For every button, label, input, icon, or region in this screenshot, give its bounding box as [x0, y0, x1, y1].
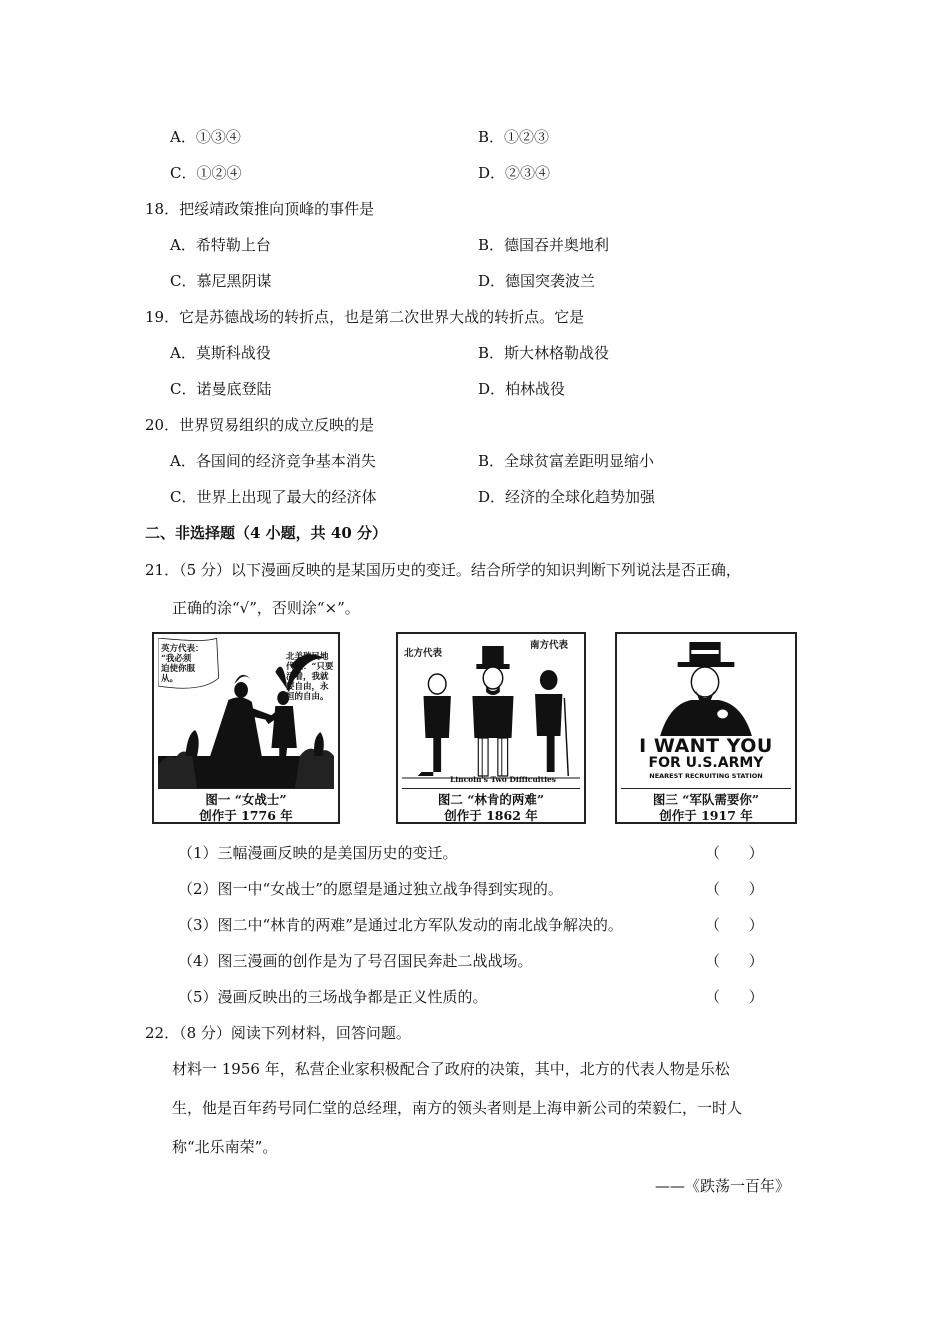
q21-answer-2[interactable]: （ ） — [705, 880, 764, 898]
figure-1-date: 创作于 1776 年 — [199, 808, 293, 823]
q18-option-d: D．德国突袭波兰 — [478, 272, 596, 290]
q21-stem-line2: 正确的涂“√”，否则涂“×”。 — [172, 599, 360, 617]
q21-answer-4[interactable]: （ ） — [705, 952, 764, 970]
q19-option-c: C．诺曼底登陆 — [170, 380, 272, 398]
q21-stem-line1: 21．（5 分）以下漫画反映的是某国历史的变迁。结合所学的知识判断下列说法是否正确， — [145, 561, 741, 579]
figure-1-bubble-right: 北美殖民地 代表：“只要 活着，我就 要自由，永 恒的自由。 — [286, 652, 334, 702]
q19-option-a: A．莫斯科战役 — [170, 344, 271, 362]
figure-1 — [152, 632, 340, 824]
q17-option-c: C．①②④ — [170, 164, 242, 182]
q22-stem: 22．（8 分）阅读下列材料，回答问题。 — [145, 1024, 411, 1042]
q18-stem: 18．把绥靖政策推向顶峰的事件是 — [145, 200, 375, 218]
q21-judgement-4: （4）图三漫画的创作是为了号召国民奔赴二战战场。 — [178, 952, 533, 970]
q18-option-c: C．慕尼黑阴谋 — [170, 272, 272, 290]
q21-judgement-5: （5）漫画反映出的三场战争都是正义性质的。 — [178, 988, 488, 1006]
figure-1-cartoon — [158, 638, 334, 789]
q21-judgement-2: （2）图一中“女战士”的愿望是通过独立战争得到实现的。 — [178, 880, 563, 898]
q20-option-b: B．全球贫富差距明显缩小 — [478, 452, 655, 470]
figure-3-caption: 图三 “军队需要你” — [652, 792, 760, 807]
figure-2-date: 创作于 1862 年 — [444, 808, 538, 823]
q19-stem: 19．它是苏德战场的转折点，也是第二次世界大战的转折点。它是 — [145, 308, 585, 326]
q20-option-d: D．经济的全球化趋势加强 — [478, 488, 656, 506]
figure-3-poster-line1: I WANT YOU — [639, 735, 773, 757]
figure-2 — [396, 632, 586, 824]
figure-3 — [615, 632, 797, 824]
q22-source: ——《跌荡一百年》 — [655, 1177, 791, 1195]
q19-option-b: B．斯大林格勒战役 — [478, 344, 610, 362]
figure-2-label-north: 北方代表 — [404, 648, 443, 659]
q17-option-d: D．②③④ — [478, 164, 551, 182]
figure-3-poster-line3: NEAREST RECRUITING STATION — [649, 772, 763, 780]
figure-2-inscription: Lincoln's Two Difficulties — [450, 775, 556, 784]
q17-option-a: A．①③④ — [170, 128, 241, 146]
figure-1-bubble-left: 英方代表： “我必须 迫使你服 从。 — [161, 644, 204, 684]
figure-3-date: 创作于 1917 年 — [659, 808, 753, 823]
q20-option-c: C．世界上出现了最大的经济体 — [170, 488, 377, 506]
figure-3-poster-line2: FOR U.S.ARMY — [648, 755, 764, 771]
figure-2-label-south: 南方代表 — [530, 640, 569, 651]
q22-material-line2: 生，他是百年药号同仁堂的总经理，南方的领头者则是上海申新公司的荣毅仁，一时人 — [172, 1099, 743, 1117]
q21-answer-5[interactable]: （ ） — [705, 988, 764, 1006]
figure-2-cartoon — [402, 638, 580, 789]
q21-answer-3[interactable]: （ ） — [705, 916, 764, 934]
q18-option-b: B．德国吞并奥地利 — [478, 236, 610, 254]
figure-1-caption: 图一 “女战士” — [205, 792, 287, 807]
figure-3-poster — [621, 638, 791, 789]
q18-option-a: A．希特勒上台 — [170, 236, 271, 254]
q19-option-d: D．柏林战役 — [478, 380, 566, 398]
q21-judgement-3: （3）图二中“林肯的两难”是通过北方军队发动的南北战争解决的。 — [178, 916, 623, 934]
section-title: 二、非选择题（4 小题，共 40 分） — [145, 524, 387, 542]
q21-answer-1[interactable]: （ ） — [705, 844, 764, 862]
q22-material-line3: 称“北乐南荣”。 — [172, 1138, 278, 1156]
q21-judgement-1: （1）三幅漫画反映的是美国历史的变迁。 — [178, 844, 458, 862]
figure-2-caption: 图二 “林肯的两难” — [437, 792, 545, 807]
q17-option-b: B．①②③ — [478, 128, 550, 146]
q20-option-a: A．各国间的经济竞争基本消失 — [170, 452, 376, 470]
q22-material-line1: 材料一 1956 年，私营企业家积极配合了政府的决策，其中，北方的代表人物是乐松 — [172, 1060, 730, 1078]
q20-stem: 20．世界贸易组织的成立反映的是 — [145, 416, 375, 434]
